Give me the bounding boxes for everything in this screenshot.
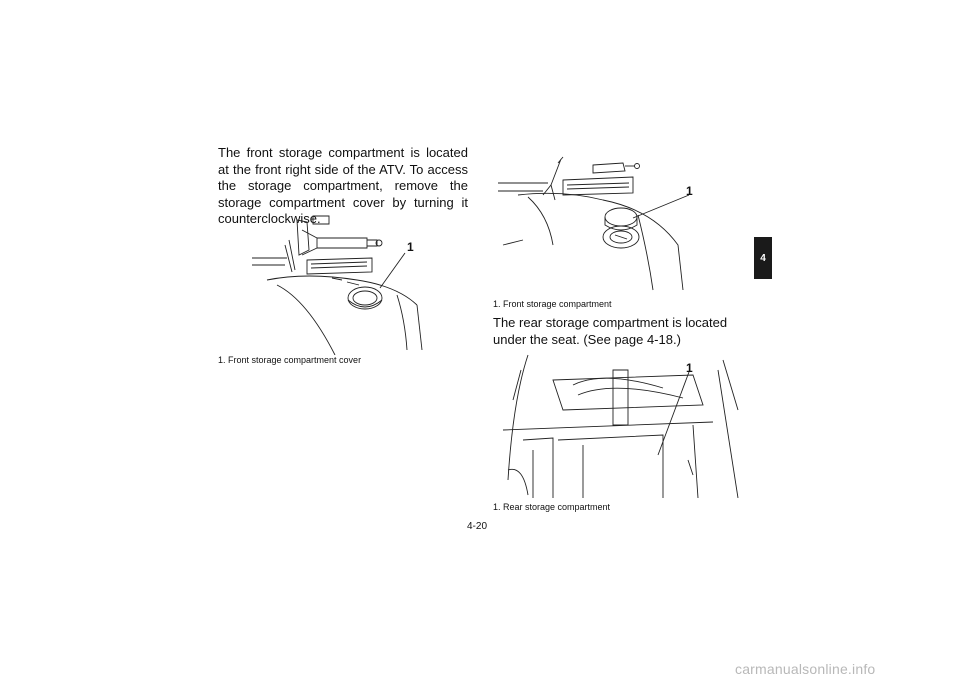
figure1-callout: 1 xyxy=(407,240,414,254)
watermark: carmanualsonline.info xyxy=(735,661,876,677)
rear-storage-paragraph: The rear storage compartment is located under the seat. (See page 4-18.) xyxy=(493,315,728,347)
chapter-tab: 4 xyxy=(754,237,772,279)
figure3-caption: 1. Rear storage compartment xyxy=(493,502,611,512)
figure2-callout: 1 xyxy=(686,184,693,198)
front-storage-paragraph: The front storage compartment is located at the front right side of the ATV. To access the storage compartment, remove the storage compartment cover by turning it counterclockwise. xyxy=(218,145,468,226)
rear-storage-compartment-illustration xyxy=(493,350,743,498)
page-number: 4-20 xyxy=(467,521,488,532)
figure1-caption: 1. Front storage compartment cover xyxy=(218,355,362,365)
figure3-callout: 1 xyxy=(686,361,693,375)
front-storage-cover-illustration xyxy=(247,210,432,355)
front-storage-compartment-illustration xyxy=(493,155,703,295)
figure2-caption: 1. Front storage compartment xyxy=(493,299,612,309)
